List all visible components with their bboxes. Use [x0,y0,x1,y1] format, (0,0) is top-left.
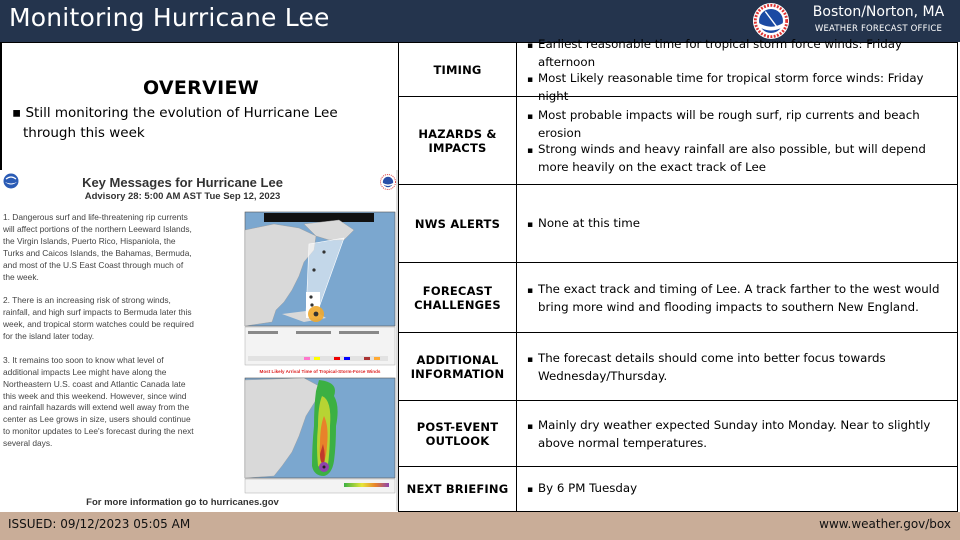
briefing-table [398,36,960,512]
row-label: ADDITIONAL INFORMATION [398,333,517,400]
arrival-map-title: Most Likely Arrival Time of Tropical-Storm-Force Winds [259,369,381,374]
row-content [517,333,958,400]
row-bullet: ▪ Earliest reasonable time for tropical storm force winds: Friday afternoon [527,36,949,70]
overview-bullet-text: Still monitoring the evolution of Hurricane Lee through this week [23,105,338,141]
row-bullet: ▪ By 6 PM Tuesday [527,480,949,498]
overview-bullet: ▪ Still monitoring the evolution of Hurricane Lee through this week [12,105,338,141]
key-message-1: 1. Dangerous surf and life-threatening rip currents will affect portions of the northern Leeward Islands, the Virgin Islands, Puerto Rico, Hispaniola, the Turks and Caicos Islands, the Bahamas, Bermuda, and most of the U.S East Coast through much of the week. [3,212,192,282]
forecast-cone-map [244,210,396,366]
row-label: TIMING [398,43,517,96]
row-next-briefing [398,466,958,511]
row-additional-information [398,332,958,400]
row-nws-alerts [398,184,958,262]
row-bullet: ▪ Most Likely reasonable time for tropical storm force winds: Friday night [527,70,949,104]
row-label: HAZARDS & IMPACTS [398,97,517,184]
arrival-time-map [244,366,396,494]
row-bullet: ▪ Most probable impacts will be rough surf, rip currents and beach erosion [527,107,949,141]
row-bullet: ▪ None at this time [527,215,949,233]
row-label: POST-EVENT OUTLOOK [398,401,517,466]
overview-heading: OVERVIEW [142,77,260,99]
key-messages-text [3,212,195,462]
footer-bar [0,512,960,540]
row-timing [398,36,958,103]
row-content [517,263,958,332]
nws-logo-icon [752,2,790,40]
key-messages-advisory: Advisory 28: 5:00 AM AST Tue Sep 12, 2023 [84,191,281,202]
key-message-3: 3. It remains too soon to know what level of additional impacts Lee might have along the Northeastern U.S. coast and Atlantic Canada late this week and this weekend. However, since wind and rainfall hazards will extend well away from the center as Lee grows in size, users should continue to monitor updates to Lee's forecast during the next several days. [3,354,194,449]
row-content [517,36,958,103]
key-messages-footer: For more information go to hurricanes.gov [86,497,279,508]
overview-panel [0,42,398,170]
row-bullet: ▪ Strong winds and heavy rainfall are also possible, but will depend more heavily on the exact track of Lee [527,141,949,175]
key-messages-title: Key Messages for Hurricane Lee [82,175,283,190]
row-content [517,185,958,262]
row-content [517,401,958,466]
key-messages-graphic [0,170,398,511]
row-post-event-outlook [398,400,958,466]
row-hazards-impacts [398,96,958,184]
row-bullet: ▪ The forecast details should come into better focus towards Wednesday/Thursday. [527,350,949,384]
key-message-2: 2. There is an increasing risk of strong winds, rainfall, and high surf impacts to Bermuda later this week, and tropical storm watches could be required for the island later today. [3,295,194,342]
row-content [517,97,958,184]
row-label: NEXT BRIEFING [398,467,517,511]
noaa-logo-icon [3,173,19,189]
issued-timestamp: ISSUED: 09/12/2023 05:05 AM [8,517,191,531]
row-bullet: ▪ The exact track and timing of Lee. A track farther to the west would bring more wind and flooding impacts to southern New England. [527,281,949,315]
nws-small-logo-icon [380,174,396,190]
office-block [806,4,951,37]
page-title: Monitoring Hurricane Lee [9,3,330,32]
office-url-link[interactable]: www.weather.gov/box [819,517,951,531]
row-content [517,467,958,511]
row-forecast-challenges [398,262,958,332]
row-bullet: ▪ Mainly dry weather expected Sunday into Monday. Near to slightly above normal temperatures. [527,417,949,451]
office-city: Boston/Norton, MA [812,4,945,20]
row-label: FORECAST CHALLENGES [398,263,517,332]
row-label: NWS ALERTS [398,185,517,262]
office-type: WEATHER FORECAST OFFICE [814,24,943,34]
